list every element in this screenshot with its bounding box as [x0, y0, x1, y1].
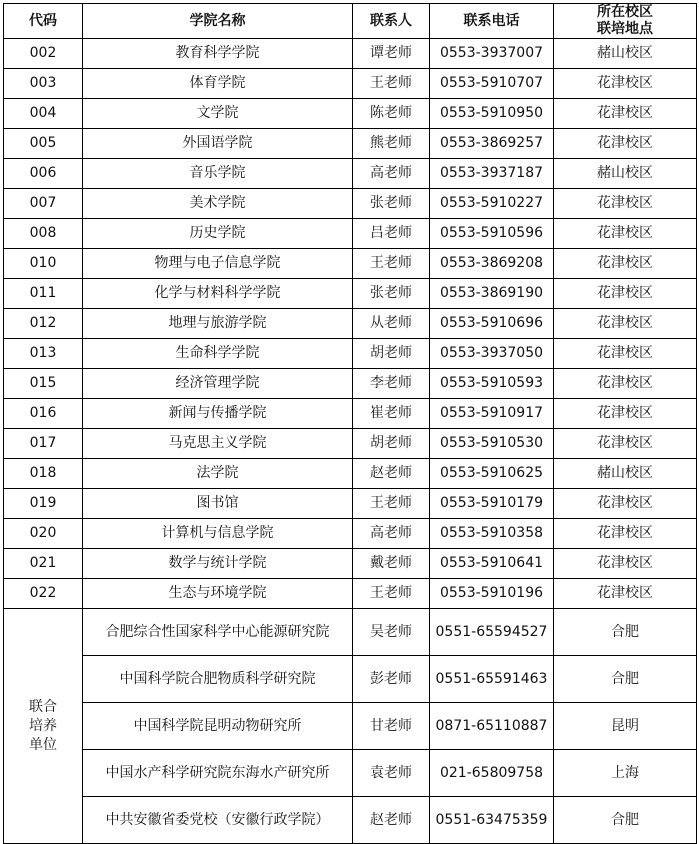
code-cell: 020: [4, 519, 83, 549]
table-row: [4, 399, 697, 429]
college-name-cell: 生命科学学院: [83, 339, 353, 369]
college-name-cell: 音乐学院: [83, 159, 353, 189]
campus-cell: 赭山校区: [554, 459, 697, 489]
phone-cell: 0553-5910227: [430, 189, 554, 219]
phone-cell: 0553-5910917: [430, 399, 554, 429]
table-row: [4, 129, 697, 159]
contact-cell: 崔老师: [353, 399, 430, 429]
contact-cell: 王老师: [353, 69, 430, 99]
joint-unit-label: [4, 609, 83, 844]
phone-cell: 0553-5910530: [430, 429, 554, 459]
contact-cell: 李老师: [353, 369, 430, 399]
campus-cell: 花津校区: [554, 489, 697, 519]
contact-cell: 熊老师: [353, 129, 430, 159]
contact-cell: 王老师: [353, 489, 430, 519]
joint-unit-row: [4, 609, 697, 656]
code-cell: 021: [4, 549, 83, 579]
contact-cell: 张老师: [353, 189, 430, 219]
contact-cell: 甘老师: [353, 703, 430, 750]
college-name-cell: 生态与环境学院: [83, 579, 353, 609]
phone-cell: 0553-3937187: [430, 159, 554, 189]
code-cell: 013: [4, 339, 83, 369]
college-name-cell: 经济管理学院: [83, 369, 353, 399]
table-row: [4, 519, 697, 549]
campus-cell: 赭山校区: [554, 39, 697, 69]
college-name-cell: 地理与旅游学院: [83, 309, 353, 339]
code-cell: 002: [4, 39, 83, 69]
table-row: [4, 159, 697, 189]
college-name-cell: 教育科学学院: [83, 39, 353, 69]
joint-unit-label-line: 培养: [29, 717, 57, 734]
code-cell: 010: [4, 249, 83, 279]
table-row: [4, 69, 697, 99]
contact-cell: 赵老师: [353, 797, 430, 844]
joint-unit-row: [4, 797, 697, 844]
college-name-cell: 美术学院: [83, 189, 353, 219]
code-cell: 007: [4, 189, 83, 219]
code-cell: 005: [4, 129, 83, 159]
campus-cell: 花津校区: [554, 399, 697, 429]
college-name-cell: 文学院: [83, 99, 353, 129]
phone-cell: 0553-5910696: [430, 309, 554, 339]
table-row: [4, 39, 697, 69]
contact-cell: 胡老师: [353, 339, 430, 369]
table-row: [4, 249, 697, 279]
table-row: [4, 189, 697, 219]
campus-cell: 合肥: [554, 609, 697, 656]
phone-cell: 0553-3869257: [430, 129, 554, 159]
contact-cell: 高老师: [353, 519, 430, 549]
code-cell: 022: [4, 579, 83, 609]
header-contact: 联系人: [353, 4, 430, 39]
contact-cell: 王老师: [353, 249, 430, 279]
header-code: 代码: [4, 4, 83, 39]
code-cell: 017: [4, 429, 83, 459]
table-row: [4, 429, 697, 459]
college-name-cell: 中国科学院合肥物质科学研究院: [83, 656, 353, 703]
code-cell: 019: [4, 489, 83, 519]
table-row: [4, 219, 697, 249]
header-campus-line2: 联培地点: [597, 21, 653, 37]
phone-cell: 0553-5910950: [430, 99, 554, 129]
phone-cell: 0553-5910179: [430, 489, 554, 519]
college-name-cell: 中国科学院昆明动物研究所: [83, 703, 353, 750]
table-body: [4, 39, 697, 844]
campus-cell: 花津校区: [554, 339, 697, 369]
code-cell: 004: [4, 99, 83, 129]
contact-cell: 高老师: [353, 159, 430, 189]
phone-cell: 0871-65110887: [430, 703, 554, 750]
campus-cell: 花津校区: [554, 579, 697, 609]
campus-cell: 花津校区: [554, 219, 697, 249]
campus-cell: 花津校区: [554, 519, 697, 549]
college-name-cell: 历史学院: [83, 219, 353, 249]
table-row: [4, 549, 697, 579]
code-cell: 006: [4, 159, 83, 189]
campus-cell: 上海: [554, 750, 697, 797]
joint-unit-label-line: 单位: [29, 736, 57, 753]
table-row: [4, 579, 697, 609]
table-row: [4, 459, 697, 489]
phone-cell: 021-65809758: [430, 750, 554, 797]
contact-cell: 彭老师: [353, 656, 430, 703]
campus-cell: 花津校区: [554, 309, 697, 339]
college-name-cell: 中国水产科学研究院东海水产研究所: [83, 750, 353, 797]
table-row: [4, 99, 697, 129]
phone-cell: 0553-5910596: [430, 219, 554, 249]
contact-cell: 赵老师: [353, 459, 430, 489]
contact-cell: 谭老师: [353, 39, 430, 69]
campus-cell: 合肥: [554, 656, 697, 703]
campus-cell: 赭山校区: [554, 159, 697, 189]
campus-cell: 昆明: [554, 703, 697, 750]
joint-unit-row: [4, 750, 697, 797]
contact-cell: 吕老师: [353, 219, 430, 249]
contact-cell: 陈老师: [353, 99, 430, 129]
college-name-cell: 新闻与传播学院: [83, 399, 353, 429]
phone-cell: 0553-3869208: [430, 249, 554, 279]
phone-cell: 0553-5910641: [430, 549, 554, 579]
contact-cell: 袁老师: [353, 750, 430, 797]
header-row: [4, 4, 697, 39]
campus-cell: 花津校区: [554, 249, 697, 279]
college-name-cell: 体育学院: [83, 69, 353, 99]
table-row: [4, 279, 697, 309]
phone-cell: 0553-5910196: [430, 579, 554, 609]
campus-cell: 花津校区: [554, 549, 697, 579]
phone-cell: 0553-3869190: [430, 279, 554, 309]
table-row: [4, 339, 697, 369]
code-cell: 015: [4, 369, 83, 399]
phone-cell: 0553-3937050: [430, 339, 554, 369]
campus-cell: 花津校区: [554, 429, 697, 459]
college-name-cell: 计算机与信息学院: [83, 519, 353, 549]
header-campus-line1: 所在校区: [597, 4, 653, 20]
joint-unit-row: [4, 703, 697, 750]
college-name-cell: 马克思主义学院: [83, 429, 353, 459]
phone-cell: 0553-3937007: [430, 39, 554, 69]
header-phone: 联系电话: [430, 4, 554, 39]
campus-cell: 花津校区: [554, 189, 697, 219]
code-cell: 018: [4, 459, 83, 489]
table-row: [4, 309, 697, 339]
phone-cell: 0553-5910707: [430, 69, 554, 99]
campus-cell: 花津校区: [554, 129, 697, 159]
campus-cell: 花津校区: [554, 69, 697, 99]
contact-cell: 胡老师: [353, 429, 430, 459]
phone-cell: 0551-65594527: [430, 609, 554, 656]
college-name-cell: 中共安徽省委党校（安徽行政学院）: [83, 797, 353, 844]
college-name-cell: 合肥综合性国家科学中心能源研究院: [83, 609, 353, 656]
contact-table: [3, 3, 697, 844]
code-cell: 011: [4, 279, 83, 309]
college-name-cell: 物理与电子信息学院: [83, 249, 353, 279]
joint-unit-label-line: 联合: [29, 698, 57, 715]
phone-cell: 0551-65591463: [430, 656, 554, 703]
college-name-cell: 外国语学院: [83, 129, 353, 159]
college-name-cell: 图书馆: [83, 489, 353, 519]
campus-cell: 合肥: [554, 797, 697, 844]
code-cell: 003: [4, 69, 83, 99]
header-campus: [554, 4, 697, 39]
campus-cell: 花津校区: [554, 99, 697, 129]
contact-cell: 张老师: [353, 279, 430, 309]
college-name-cell: 数学与统计学院: [83, 549, 353, 579]
contact-cell: 王老师: [353, 579, 430, 609]
contact-cell: 吴老师: [353, 609, 430, 656]
contact-cell: 戴老师: [353, 549, 430, 579]
header-college: 学院名称: [83, 4, 353, 39]
college-name-cell: 化学与材料科学学院: [83, 279, 353, 309]
code-cell: 016: [4, 399, 83, 429]
campus-cell: 花津校区: [554, 279, 697, 309]
contact-cell: 从老师: [353, 309, 430, 339]
phone-cell: 0553-5910593: [430, 369, 554, 399]
phone-cell: 0553-5910625: [430, 459, 554, 489]
code-cell: 008: [4, 219, 83, 249]
campus-cell: 花津校区: [554, 369, 697, 399]
table-row: [4, 489, 697, 519]
table-row: [4, 369, 697, 399]
phone-cell: 0551-63475359: [430, 797, 554, 844]
code-cell: 012: [4, 309, 83, 339]
joint-unit-row: [4, 656, 697, 703]
phone-cell: 0553-5910358: [430, 519, 554, 549]
college-name-cell: 法学院: [83, 459, 353, 489]
